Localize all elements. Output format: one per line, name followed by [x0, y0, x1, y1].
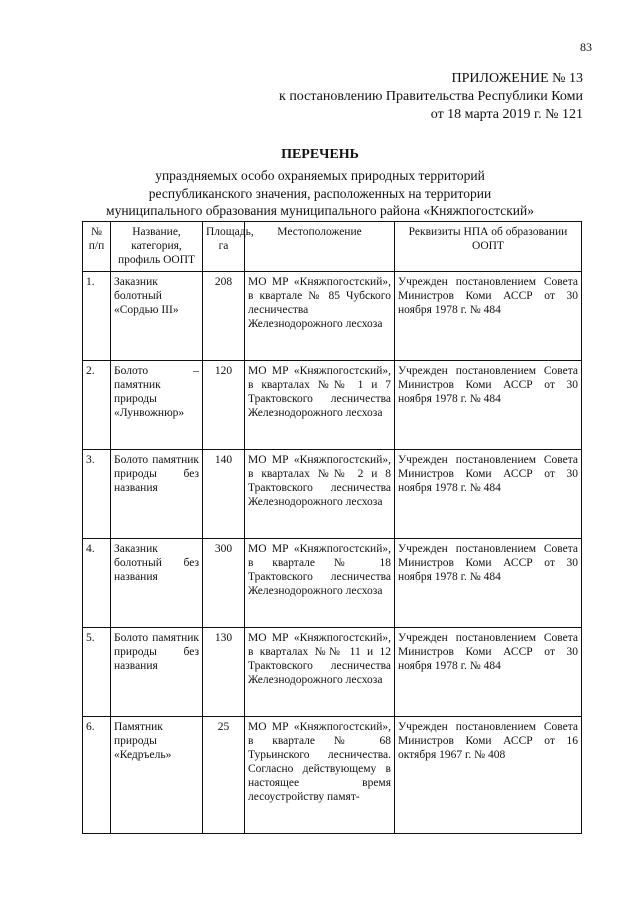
appendix-date: от 18 марта 2019 г. № 121 [430, 107, 583, 122]
cell-location: МО МР «Княжпогостский», в квартале № 68 Турьинского лесничества. Согласно действующему в настоящее время лесоустройству памят- [245, 717, 395, 834]
cell-requisites: Учрежден постановлением Совета Министров Коми АССР от 16 октября 1967 г. № 408 [395, 717, 582, 834]
cell-location: МО МР «Княжпогостский», в кварталах №№ 1 и 7 Трактовского лесничества Железнодорожного лесхоза [245, 361, 395, 450]
table-row [83, 628, 582, 717]
header-area: Площадь, га [203, 222, 245, 272]
cell-location: МО МР «Княжпогостский», в кварталах №№ 11 и 12 Трактовского лесничества Железнодорожного лесхоза [245, 628, 395, 717]
cell-num: 5. [83, 628, 111, 717]
cell-area: 120 [203, 361, 245, 450]
cell-requisites: Учрежден постановлением Совета Министров Коми АССР от 30 ноября 1978 г. № 484 [395, 361, 582, 450]
protected-areas-table [82, 221, 582, 834]
subtitle-line: муниципального образования муниципального района «Княжпогостский» [106, 203, 534, 218]
cell-area: 208 [203, 272, 245, 361]
header-location: Местоположение [245, 222, 395, 272]
cell-requisites: Учрежден постановлением Совета Министров Коми АССР от 30 ноября 1978 г. № 484 [395, 628, 582, 717]
subtitle-line: республиканского значения, расположенных на территории [148, 185, 492, 201]
cell-area: 130 [203, 628, 245, 717]
header-name: Название, категория, профиль ООПТ [111, 222, 203, 272]
cell-num: 4. [83, 539, 111, 628]
cell-num: 3. [83, 450, 111, 539]
cell-name: Болото памятник природы без названия [111, 450, 203, 539]
appendix-resolution: к постановлению Правительства Республики Коми [279, 89, 583, 104]
appendix-title: ПРИЛОЖЕНИЕ № 13 [451, 71, 583, 86]
cell-location: МО МР «Княжпогостский», в кварталах №№ 2 и 8 Трактовского лесничества Железнодорожного лесхоза [245, 450, 395, 539]
cell-num: 2. [83, 361, 111, 450]
cell-location: МО МР «Княжпогостский», в квартале № 18 Трактовского лесничества Железнодорожного лесхоза [245, 539, 395, 628]
cell-name: Заказник болотный без названия [111, 539, 203, 628]
cell-area: 25 [203, 717, 245, 834]
table-row [83, 361, 582, 450]
table-row [83, 717, 582, 834]
cell-requisites: Учрежден постановлением Совета Министров Коми АССР от 30 ноября 1978 г. № 484 [395, 450, 582, 539]
cell-requisites: Учрежден постановлением Совета Министров Коми АССР от 30 ноября 1978 г. № 484 [395, 539, 582, 628]
cell-area: 140 [203, 450, 245, 539]
cell-name: Памятник природы «Кедръель» [111, 717, 203, 834]
appendix-header [279, 70, 583, 124]
cell-name: Болото памятник природы без названия [111, 628, 203, 717]
cell-location: МО МР «Княжпогостский», в квартале № 85 Чубского лесничества Железнодорожного лесхоза [245, 272, 395, 361]
cell-area: 300 [203, 539, 245, 628]
page-number: 83 [580, 40, 592, 54]
cell-num: 6. [83, 717, 111, 834]
table-header-row [83, 222, 582, 272]
header-requisites: Реквизиты НПА об образовании ООПТ [395, 222, 582, 272]
document-title: ПЕРЕЧЕНЬ [281, 147, 359, 162]
cell-num: 1. [83, 272, 111, 361]
table-row [83, 272, 582, 361]
cell-name: Заказник болотный «Сордью III» [111, 272, 203, 361]
header-num: № п/п [83, 222, 111, 272]
table-row [83, 450, 582, 539]
cell-requisites: Учрежден постановлением Совета Министров Коми АССР от 30 ноября 1978 г. № 484 [395, 272, 582, 361]
table-row [83, 539, 582, 628]
subtitle-line: упраздняемых особо охраняемых природных территорий [155, 168, 485, 183]
cell-name: Болото – памятник природы «Лунвожнюр» [111, 361, 203, 450]
document-subtitle [0, 167, 640, 220]
